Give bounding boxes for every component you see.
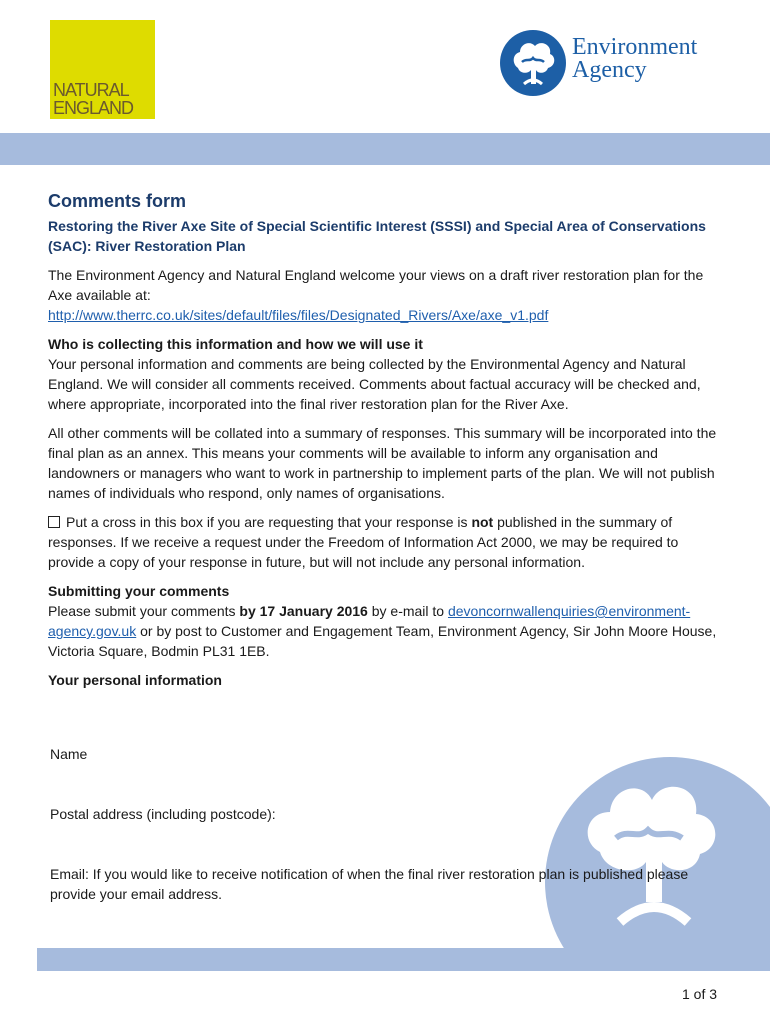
- collecting-para-2: All other comments will be collated into a summary of responses. This summary will be incorporated into the final plan as an annex. This means your comments will be available to inform any organisation and landowners or managers who want to work in partnership to implement parts of the plan. We will not publish names of individuals who respond, only names of organisations.: [48, 425, 717, 501]
- natural-england-logo-line1: NATURAL: [53, 80, 129, 100]
- ea-logo-line1: Environment: [572, 34, 698, 60]
- intro-text: The Environment Agency and Natural England welcome your views on a draft river restoration plan for the Axe available at:: [48, 267, 704, 303]
- optout-text-bold: not: [471, 514, 494, 530]
- natural-england-logo-line2: ENGLAND: [53, 98, 134, 118]
- restoration-plan-link[interactable]: http://www.therrc.co.uk/sites/default/files/files/Designated_Rivers/Axe/axe_v1.pdf: [48, 307, 549, 323]
- ea-logo-line2: Agency: [572, 57, 647, 83]
- footer-band: [37, 948, 770, 971]
- environment-agency-logo-icon: [498, 28, 568, 98]
- address-field-label: Postal address (including postcode):: [50, 806, 276, 822]
- environment-agency-logo-text: [572, 36, 697, 82]
- page-number: 1 of 3: [682, 986, 718, 1002]
- header-band: [0, 133, 770, 165]
- personal-info-heading: Your personal information: [48, 672, 222, 688]
- optout-text-before: Put a cross in this box if you are requesting that your response is: [66, 514, 468, 530]
- natural-england-logo: [50, 20, 155, 119]
- submitting-text-1: Please submit your comments: [48, 603, 236, 619]
- optout-checkbox[interactable]: [48, 516, 60, 528]
- collecting-heading: Who is collecting this information and how we will use it: [48, 336, 423, 352]
- optout-paragraph: [48, 512, 728, 572]
- page-subtitle: Restoring the River Axe Site of Special Scientific Interest (SSSI) and Special Area of Conservations (SAC): River Restoration Plan: [48, 218, 706, 254]
- page-title: Comments form: [48, 191, 187, 211]
- submitting-paragraph: [48, 601, 728, 661]
- submitting-text-3: or by post to Customer and Engagement Team, Environment Agency, Sir John Moore House, Victoria Square, Bodmin PL31 1EB.: [48, 623, 717, 659]
- optout-text-after: published in the summary of responses. If we receive a request under the Freedom of Information Act 2000, we may be required to provide a copy of your response in future, but will not include any personal information.: [48, 514, 679, 570]
- enquiries-email-link[interactable]: devoncornwallenquiries@environment-agency.gov.uk: [48, 603, 691, 639]
- submitting-text-2: by e-mail to: [371, 603, 445, 619]
- email-field-label: Email: If you would like to receive notification of when the final river restoration plan is published please provide your email address.: [50, 866, 689, 902]
- submission-deadline: by 17 January 2016: [239, 603, 368, 619]
- tree-watermark-icon: [530, 752, 770, 952]
- collecting-para-1: Your personal information and comments are being collected by the Environmental Agency and Natural England. We will consider all comments received. Comments about factual accuracy will be checked and, where appropriate, incorporated into the final river restoration plan for the River Axe.: [48, 356, 701, 412]
- submitting-heading: Submitting your comments: [48, 583, 230, 599]
- name-field-label: Name: [50, 746, 88, 762]
- form-content: [48, 190, 728, 690]
